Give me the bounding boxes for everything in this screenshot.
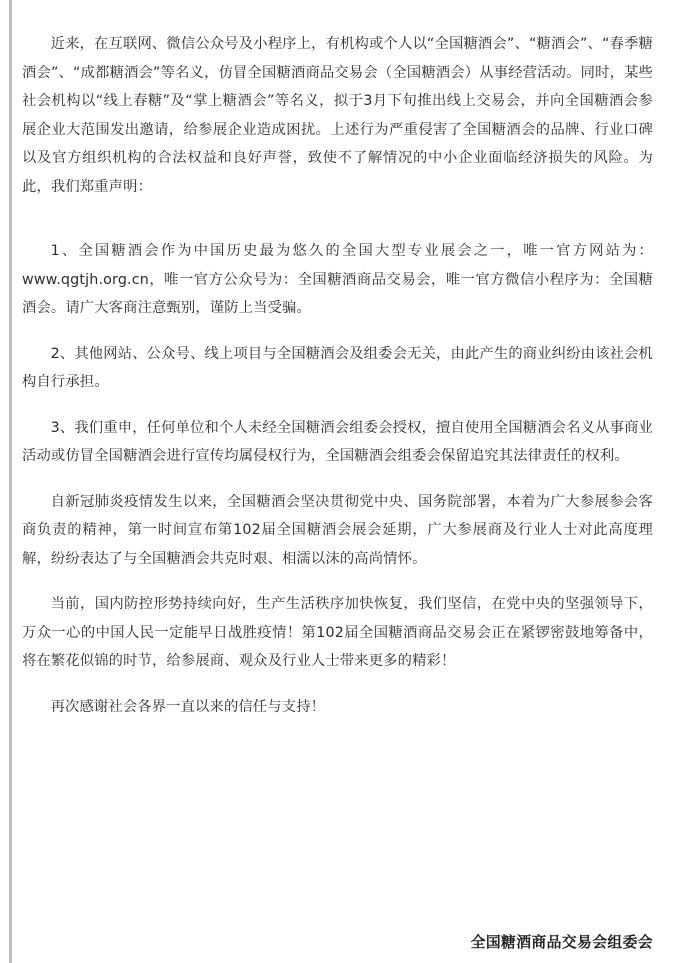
spacer (22, 573, 653, 590)
paragraph-item-1: 1、全国糖酒会作为中国历史最为悠久的全国大型专业展会之一，唯一官方网站为：www.qgtjh.org.cn，唯一官方公众号为：全国糖酒商品交易会，唯一官方微信小程序为：全国糖酒会。请广大客商注意甄别，谨防上当受骗。 (22, 243, 653, 316)
spacer (22, 676, 653, 693)
left-margin-rule (9, 0, 12, 963)
document-body (22, 30, 653, 721)
paragraph-item-3: 3、我们重申，任何单位和个人未经全国糖酒会组委会授权，擅自使用全国糖酒会名义从事商业活动或仿冒全国糖酒会进行宣传均属侵权行为，全国糖酒会组委会保留追究其法律责任的权利。 (22, 419, 653, 464)
spacer (22, 323, 653, 340)
spacer (22, 201, 653, 237)
spacer (22, 471, 653, 488)
signature-organization: 全国糖酒商品交易会组委会 (470, 934, 653, 951)
paragraph-item-2: 2、其他网站、公众号、线上项目与全国糖酒会及组委会无关，由此产生的商业纠纷由该社会机构自行承担。 (22, 345, 653, 390)
paragraph-intro: 近来，在互联网、微信公众号及小程序上，有机构或个人以“全国糖酒会”、“糖酒会”、“春季糖酒会”、“成都糖酒会”等名义，仿冒全国糖酒商品交易会（全国糖酒会）从事经营活动。同时，某些社会机构以“线上春糖”及“掌上糖酒会”等名义，拟于3月下旬推出线上交易会，并向全国糖酒会参展企业大范围发出邀请，给参展企业造成困扰。上述行为严重侵害了全国糖酒会的品牌、行业口碑以及官方组织机构的合法权益和良好声誉，致使不了解情况的中小企业面临经济损失的风险。为此，我们郑重声明： (22, 36, 653, 195)
paragraph-outlook: 当前，国内防控形势持续向好，生产生活秩序加快恢复，我们坚信，在党中央的坚强领导下，万众一心的中国人民一定能早日战胜疫情！第102届全国糖酒商品交易会正在紧锣密鼓地筹备中，将在繁花似锦的时节，给参展商、观众及行业人士带来更多的精彩！ (22, 596, 653, 669)
paragraph-thanks: 再次感谢社会各界一直以来的信任与支持！ (50, 698, 326, 715)
spacer (22, 397, 653, 414)
paragraph-epidemic: 自新冠肺炎疫情发生以来，全国糖酒会坚决贯彻党中央、国务院部署，本着为广大参展参会客商负责的精神，第一时间宣布第102届全国糖酒会展会延期，广大参展商及行业人士对此高度理解，纷纷表达了与全国糖酒会共克时艰、相濡以沫的高尚情怀。 (22, 493, 653, 567)
signature-block (471, 931, 653, 955)
